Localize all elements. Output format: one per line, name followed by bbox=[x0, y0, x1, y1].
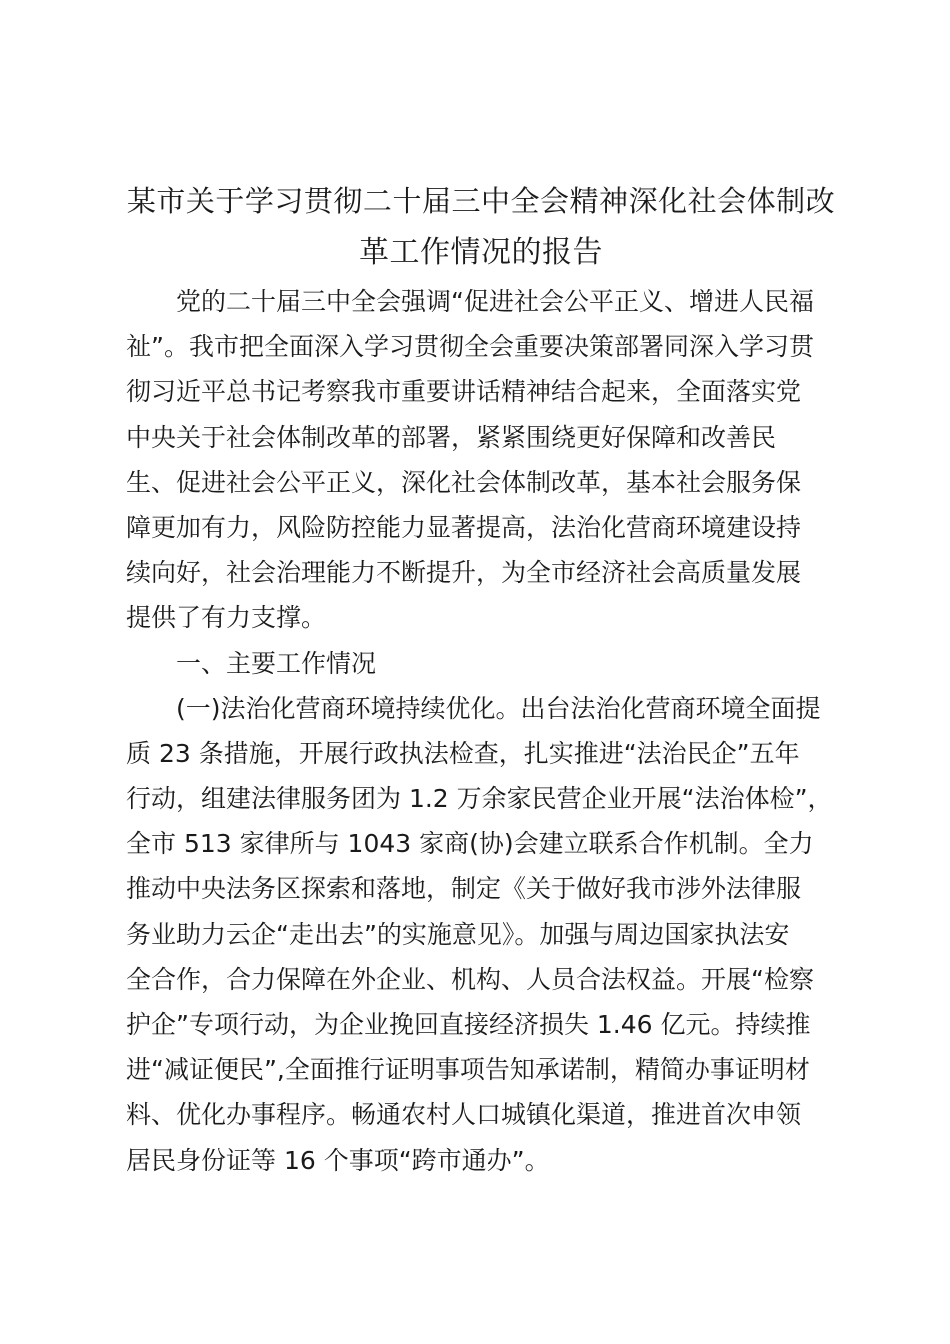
paragraph-line: 全合作，合力保障在外企业、机构、人员合法权益。开展“检察 bbox=[126, 964, 814, 994]
intro-paragraph bbox=[126, 279, 838, 641]
paragraph-line: 质 23 条措施，开展行政执法检查，扎实推进“法治民企”五年 bbox=[126, 738, 800, 768]
paragraph-line: 续向好，社会治理能力不断提升，为全市经济社会高质量发展 bbox=[126, 558, 802, 588]
paragraph-line: 居民身份证等 16 个事项“跨市通办”。 bbox=[126, 1145, 550, 1175]
document-body bbox=[126, 279, 838, 1183]
section-heading-text: 一、主要工作情况 bbox=[176, 648, 377, 678]
paragraph-line: 料、优化办事程序。畅通农村人口城镇化渠道，推进首次申领 bbox=[126, 1100, 802, 1130]
paragraph-line: 祉”。我市把全面深入学习贯彻全会重要决策部署同深入学习贯 bbox=[126, 332, 814, 362]
paragraph-line: 行动，组建法律服务团为 1.2 万余家民营企业开展“法治体检”， bbox=[126, 784, 833, 814]
paragraph-line: 护企”专项行动，为企业挽回直接经济损失 1.46 亿元。持续推 bbox=[126, 1010, 811, 1039]
paragraph-line: 务业助力云企“走出去”的实施意见》。加强与周边国家执法安 bbox=[126, 919, 790, 949]
paragraph-line: 提供了有力支撑。 bbox=[126, 603, 327, 633]
paragraph-line: 推动中央法务区探索和落地，制定《关于做好我市涉外法律服 bbox=[126, 874, 802, 904]
paragraph-line: 障更加有力，风险防控能力显著提高，法治化营商环境建设持 bbox=[126, 512, 802, 542]
document-title bbox=[125, 176, 837, 278]
paragraph-line: 全市 513 家律所与 1043 家商(协)会建立联系合作机制。全力 bbox=[126, 829, 814, 859]
section1-paragraph bbox=[126, 686, 838, 1183]
paragraph-line: 进“减证便民”,全面推行证明事项告知承诺制，精简办事证明材 bbox=[126, 1055, 810, 1085]
paragraph-line: 彻习近平总书记考察我市重要讲话精神结合起来，全面落实党 bbox=[126, 377, 802, 407]
paragraph-line: 党的二十届三中全会强调“促进社会公平正义、增进人民福 bbox=[176, 287, 814, 316]
title-line: 革工作情况的报告 bbox=[359, 235, 603, 270]
section-heading bbox=[126, 641, 838, 686]
paragraph-line: (一)法治化营商环境持续优化。出台法治化营商环境全面提 bbox=[176, 693, 821, 723]
paragraph-line: 中央关于社会体制改革的部署，紧紧围绕更好保障和改善民 bbox=[126, 422, 777, 452]
paragraph-line: 生、促进社会公平正义，深化社会体制改革，基本社会服务保 bbox=[126, 467, 802, 497]
title-line: 某市关于学习贯彻二十届三中全会精神深化社会体制改 bbox=[126, 184, 836, 218]
